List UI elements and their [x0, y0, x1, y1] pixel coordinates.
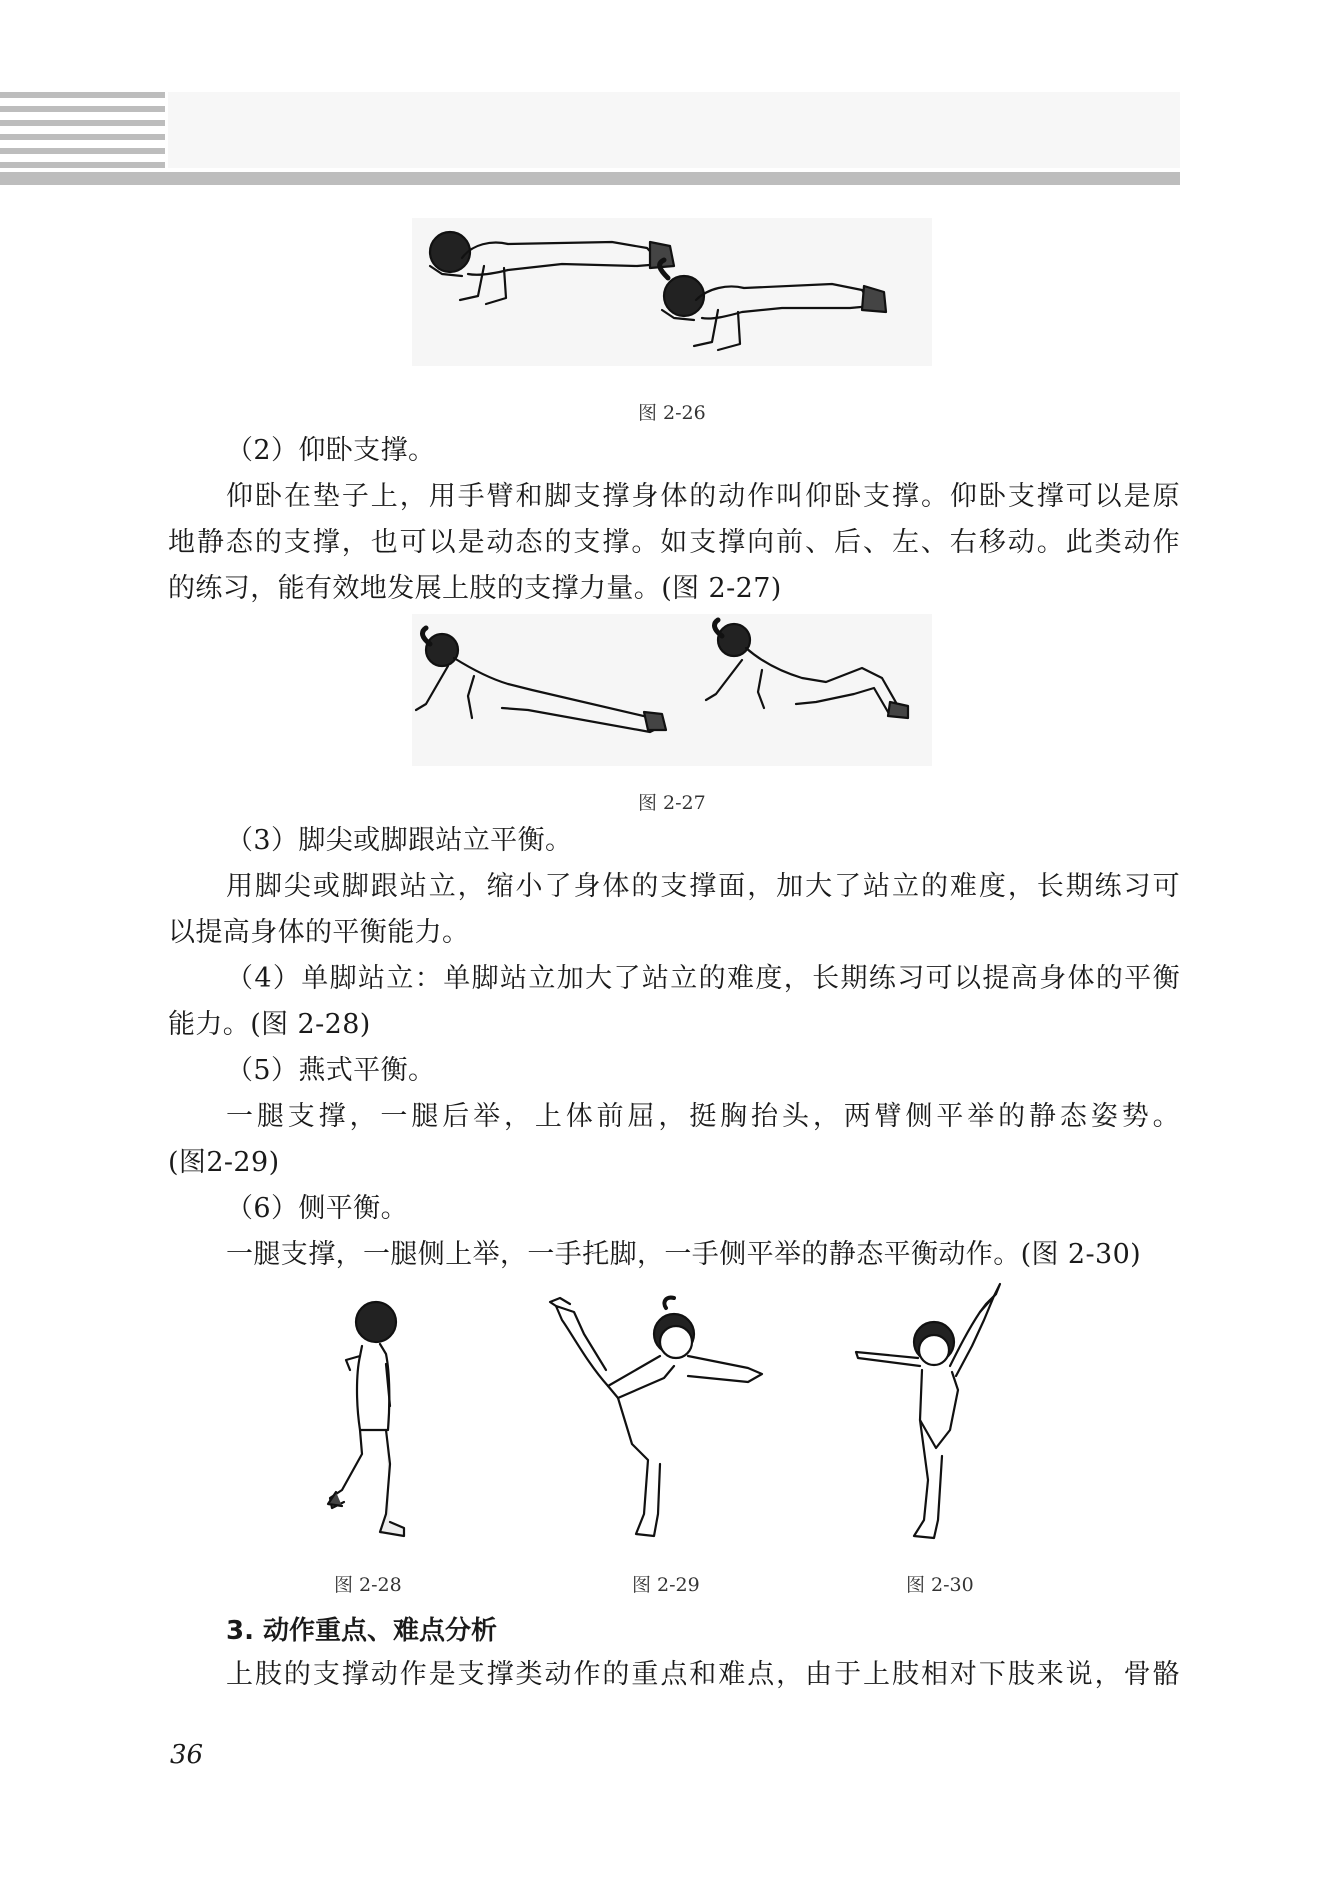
header-stripe [0, 162, 165, 168]
header-stripe [0, 134, 165, 140]
figure-2-30-caption: 图 2-30 [906, 1574, 974, 1596]
figure-2-28-single-leg-stand-illustration [320, 1294, 412, 1552]
item-3-paragraph-line: 用脚尖或脚跟站立，缩小了身体的支撑面，加大了站立的难度，长期练习可 [226, 871, 1180, 902]
header-stripe [0, 106, 165, 112]
item-6-paragraph-line: 一腿支撑，一腿侧上举，一手托脚，一手侧平举的静态平衡动作。(图 2-30) [226, 1239, 1142, 1270]
item-5-paragraph-line: 一腿支撑，一腿后举，上体前屈，挺胸抬头，两臂侧平举的静态姿势。 [226, 1101, 1180, 1132]
item-3-title: （3）脚尖或脚跟站立平衡。 [226, 825, 573, 856]
section-heading: 3. 动作重点、难点分析 [226, 1616, 498, 1646]
item-5-paragraph-line: (图2-29) [168, 1147, 280, 1178]
item-2-paragraph-line: 的练习，能有效地发展上肢的支撑力量。(图 2-27) [168, 573, 782, 604]
item-2-paragraph-line: 仰卧在垫子上，用手臂和脚支撑身体的动作叫仰卧支撑。仰卧支撑可以是原 [226, 481, 1180, 512]
figure-2-29-swallow-balance-illustration [548, 1294, 780, 1552]
header-stripe [0, 120, 165, 126]
figure-2-27-caption: 图 2-27 [638, 792, 706, 814]
header-stripe [0, 148, 165, 154]
figure-2-29-caption: 图 2-29 [632, 1574, 700, 1596]
item-2-paragraph-line: 地静态的支撑，也可以是动态的支撑。如支撑向前、后、左、右移动。此类动作 [168, 527, 1180, 558]
item-5-title: （5）燕式平衡。 [226, 1055, 436, 1086]
figure-2-30-side-balance-illustration [854, 1280, 1024, 1552]
page-number: 36 [170, 1740, 204, 1770]
item-6-title: （6）侧平衡。 [226, 1193, 408, 1224]
header-panel [168, 92, 1180, 168]
header-stripe [0, 92, 165, 98]
figure-2-26-caption: 图 2-26 [638, 402, 706, 424]
item-2-title: （2）仰卧支撑。 [226, 435, 436, 466]
header-rule [0, 172, 1180, 185]
item-4-paragraph-line: （4）单脚站立：单脚站立加大了站立的难度，长期练习可以提高身体的平衡 [226, 963, 1180, 994]
section-paragraph-line: 上肢的支撑动作是支撑类动作的重点和难点，由于上肢相对下肢来说，骨骼 [226, 1659, 1180, 1690]
figure-2-28-caption: 图 2-28 [334, 1574, 402, 1596]
figure-2-26-pushup-illustration [412, 218, 932, 366]
item-3-paragraph-line: 以提高身体的平衡能力。 [168, 917, 470, 948]
item-4-paragraph-line: 能力。(图 2-28) [168, 1009, 371, 1040]
figure-2-27-supine-support-illustration [412, 614, 932, 766]
